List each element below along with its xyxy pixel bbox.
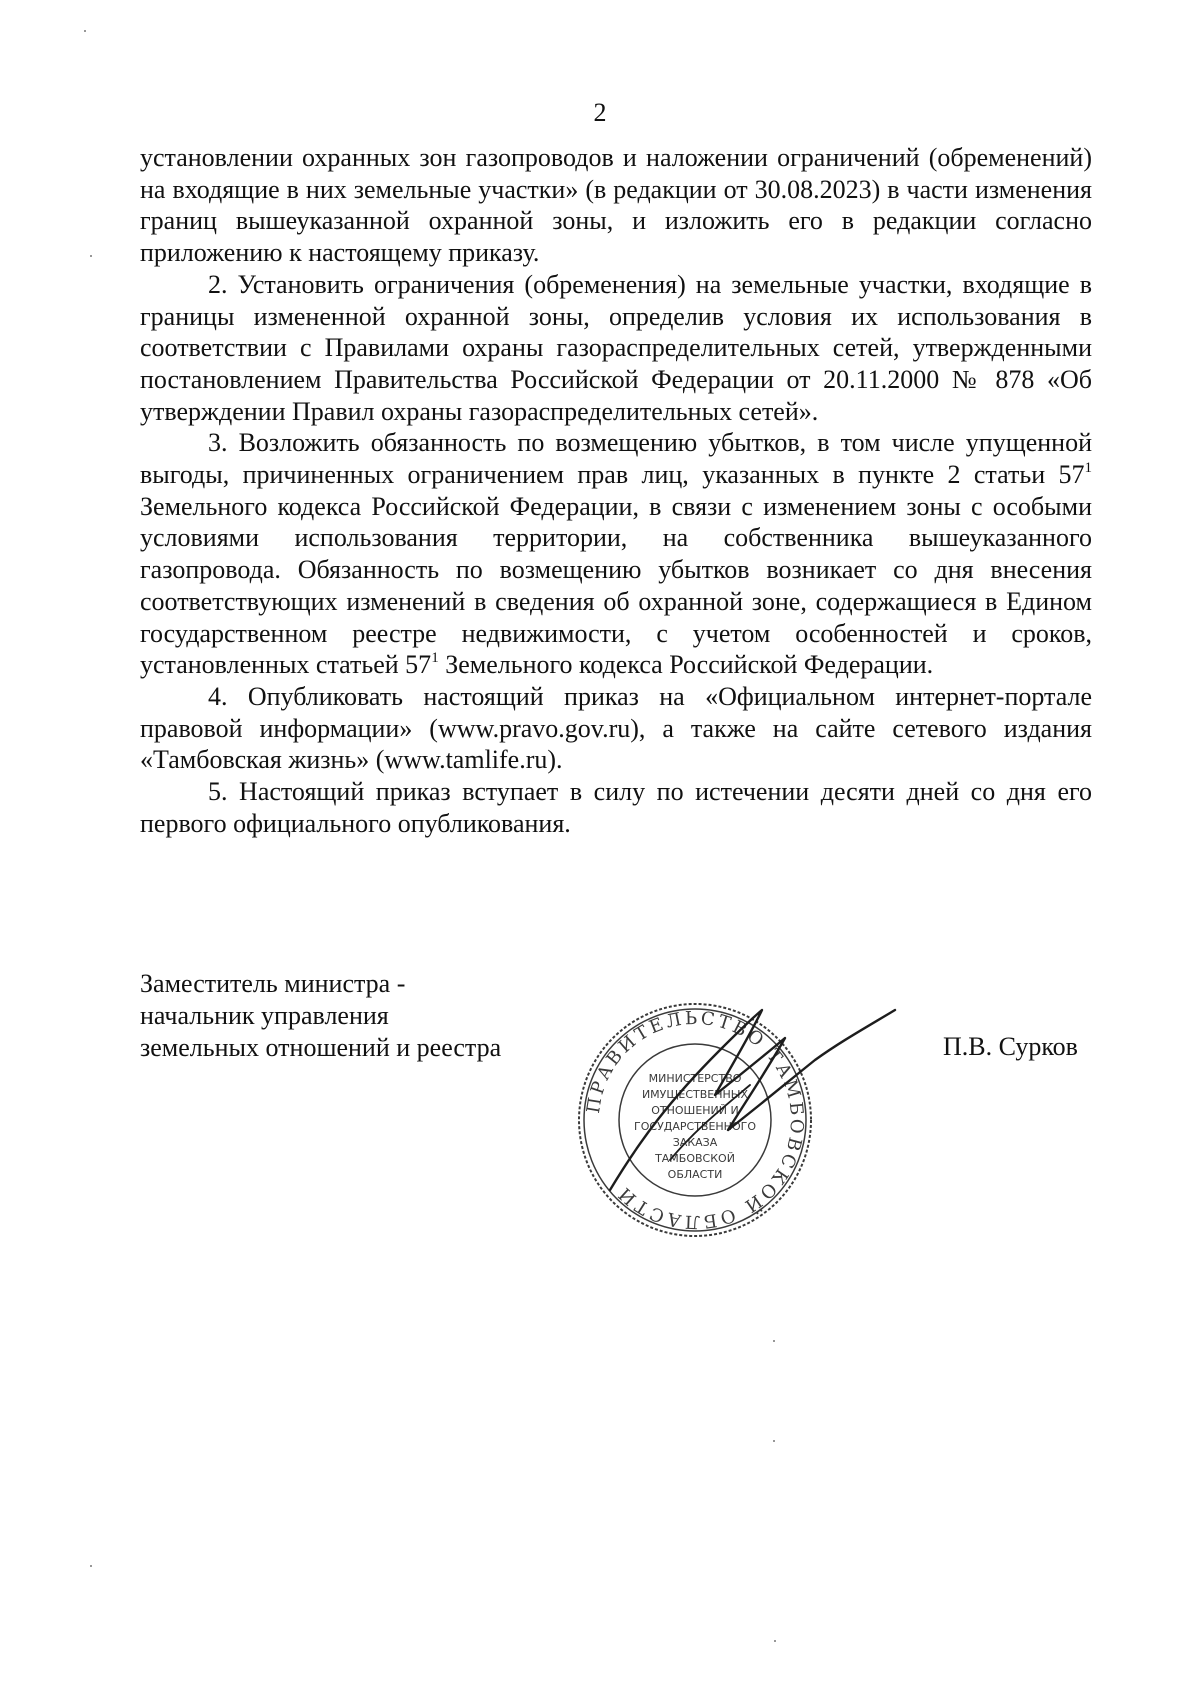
- handwritten-signature: [600, 990, 900, 1210]
- paragraph-3-text-1: 3. Возложить обязанность по возмещению убытков, в том числе упущенной выгоды, причиненных ограничением прав лиц, указанных в пункте 2 статьи 57: [140, 428, 1092, 490]
- scan-speck: [774, 1640, 776, 1642]
- seal-line-5: ЗАКАЗА: [672, 1136, 718, 1149]
- seal-line-6: ТАМБОВСКОЙ: [655, 1152, 735, 1165]
- scan-speck: [773, 1340, 775, 1342]
- page-number: 2: [593, 98, 607, 127]
- scan-speck: [90, 255, 92, 257]
- position-line-3: земельных отношений и реестра: [140, 1033, 502, 1062]
- seal-line-1: МИНИСТЕРСТВО: [648, 1072, 742, 1085]
- superscript-1: 1: [1084, 460, 1092, 477]
- paragraph-5: 5. Настоящий приказ вступает в силу по истечении десяти дней со дня его первого официального опубликования.: [140, 777, 1092, 838]
- position-line-1: Заместитель министра -: [140, 969, 406, 998]
- paragraph-4: 4. Опубликовать настоящий приказ на «Официальном интернет-портале правовой информации» (www.pravo.gov.ru), а также на сайте сетевого издания «Тамбовская жизнь» (www.tamlife.ru).: [140, 681, 1092, 775]
- paragraph-3-text-2: Земельного кодекса Российской Федерации, в связи с изменением зоны с особыми условиями использования территории, на собственника вышеуказанного газопровода. Обязанность по возмещению убытков возникает со дня внесения соответствующих изменений в сведения об охранной зоне, содержащиеся в Едином государственном реестре недвижимости, с учетом особенностей и сроков, установленных статьей 57: [140, 491, 1092, 680]
- scan-speck: [90, 1565, 92, 1567]
- seal-outer-textpath: ПРАВИТЕЛЬСТВО ТАМБОВСКОЙ ОБЛАСТИ: [582, 1007, 808, 1233]
- signatory-position: [140, 968, 501, 1064]
- signer-name: П.В. Сурков: [943, 1032, 1078, 1061]
- paragraph-3: [140, 427, 1092, 681]
- scan-speck: [84, 30, 86, 32]
- seal-line-7: ОБЛАСТИ: [667, 1168, 723, 1181]
- seal-line-4: ГОСУДАРСТВЕННОГО: [634, 1120, 756, 1133]
- seal-line-3: ОТНОШЕНИЙ И: [651, 1104, 739, 1117]
- superscript-2: 1: [431, 650, 439, 667]
- document-body: [140, 142, 1092, 839]
- paragraph-2: 2. Установить ограничения (обременения) на земельные участки, входящие в границы измененной охранной зоны, определив условия их использования в соответствии с Правилами охраны газораспределительных сетей, утвержденными постановлением Правительства Российской Федерации от 20.11.2000 № 878 «Об утверждении Правил охраны газораспределительных сетей».: [140, 269, 1092, 426]
- scan-speck: [773, 1440, 775, 1442]
- paragraph-3-text-3: Земельного кодекса Российской Федерации.: [438, 650, 934, 680]
- position-line-2: начальник управления: [140, 1001, 389, 1030]
- intro-paragraph: установлении охранных зон газопроводов и наложении ограничений (обременений) на входящие в них земельные участки» (в редакции от 30.08.2023) в части изменения границ вышеуказанной охранной зоны, и изложить его в редакции согласно приложению к настоящему приказу.: [140, 143, 1092, 268]
- seal-line-2: ИМУЩЕСТВЕННЫХ: [641, 1088, 749, 1101]
